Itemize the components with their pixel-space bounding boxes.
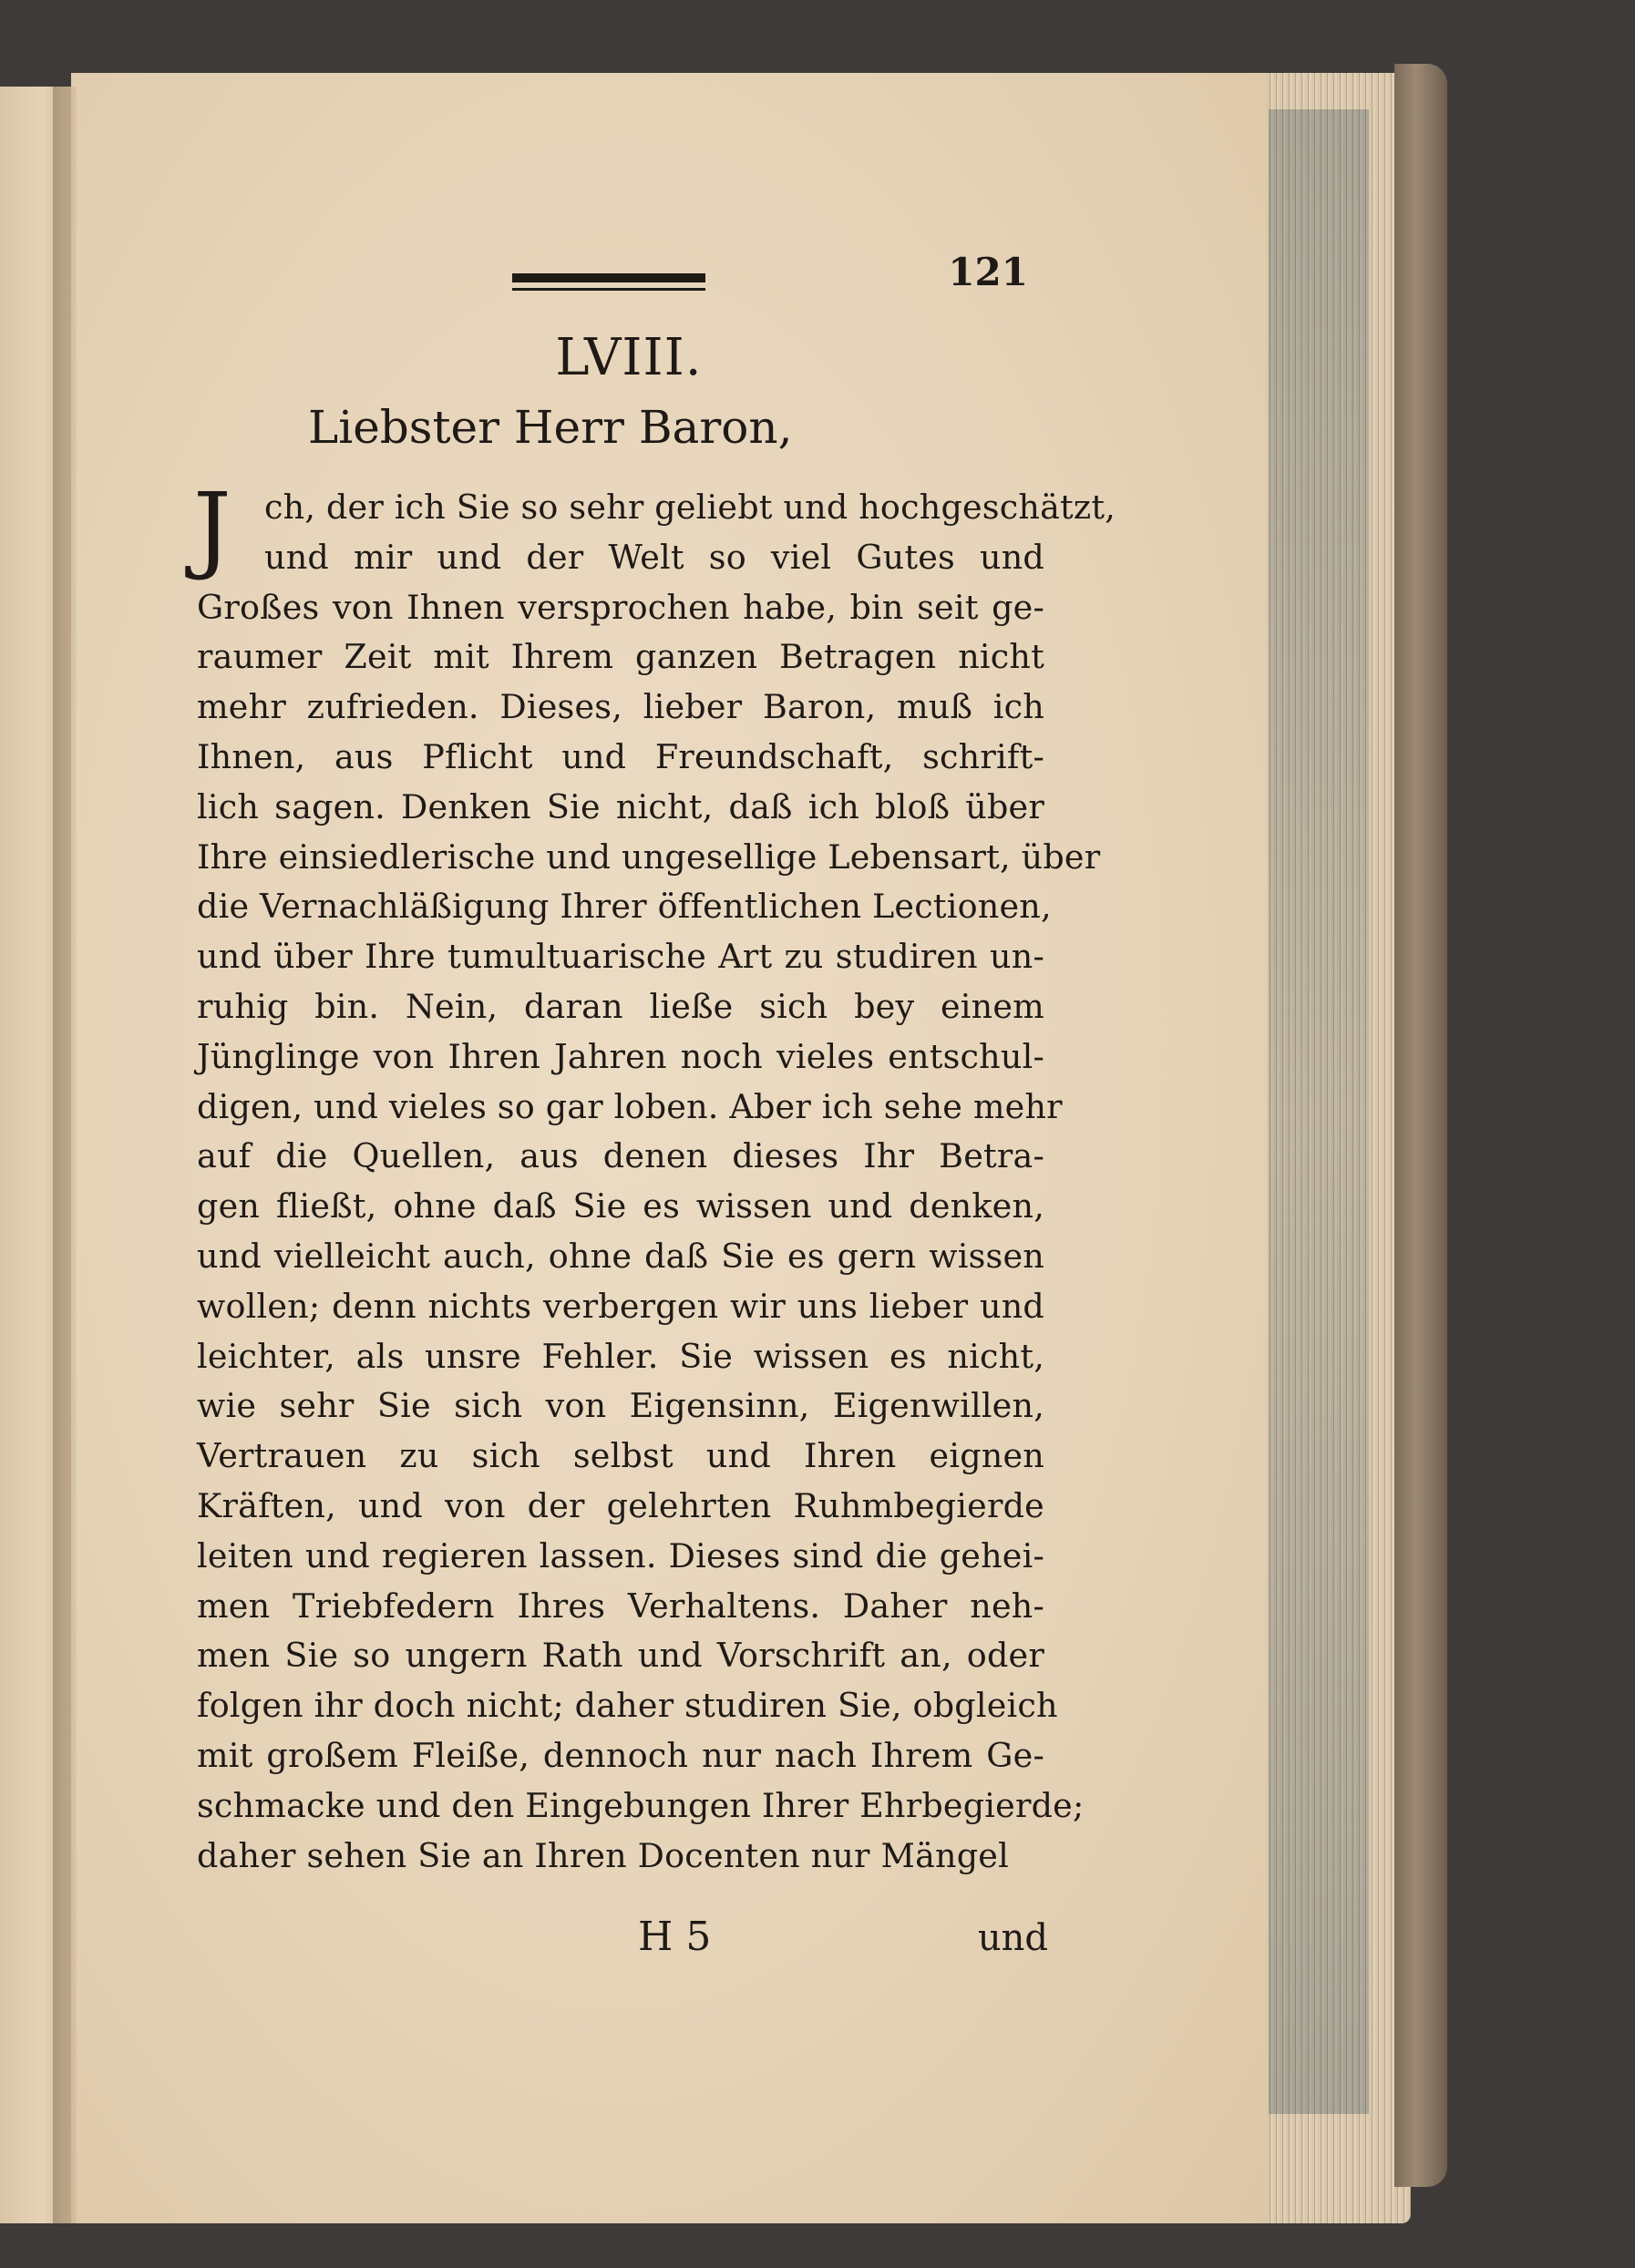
text-line: daher sehen Sie an Ihren Docenten nur Mängel (197, 1835, 1009, 1875)
text-line: wie sehr Sie sich von Eigensinn, Eigenwillen, (197, 1386, 1044, 1426)
text-line: und mir und der Welt so viel Gutes und (264, 537, 1044, 577)
text-line: men Triebfedern Ihres Verhaltens. Daher neh- (197, 1586, 1044, 1626)
page-edge-tint (1269, 109, 1369, 2114)
letter-number: LVIII. (555, 328, 703, 387)
text-line: ch, der ich Sie so sehr geliebt und hochgeschätzt, (264, 487, 1116, 527)
text-line: gen fließt, ohne daß Sie es wissen und denken, (197, 1186, 1044, 1226)
salutation: Liebster Herr Baron, (308, 401, 793, 454)
text-line: Ihre einsiedlerische und ungesellige Lebensart, über (197, 836, 1101, 877)
text-line: und über Ihre tumultuarische Art zu studiren un- (197, 937, 1044, 977)
header-rule-thick (512, 273, 705, 282)
text-line: folgen ihr doch nicht; daher studiren Sie, obgleich (197, 1686, 1058, 1726)
text-line: wollen; denn nichts verbergen wir uns lieber und (197, 1286, 1044, 1326)
catchword: und (977, 1917, 1048, 1959)
book-cover-edge (1394, 64, 1447, 2187)
text-line: leichter, als unsre Fehler. Sie wissen es nicht, (197, 1336, 1044, 1376)
page-number: 121 (948, 250, 1028, 294)
signature-mark: H 5 (638, 1914, 712, 1960)
text-line: lich sagen. Denken Sie nicht, daß ich bloß über (197, 786, 1044, 826)
text-line: raumer Zeit mit Ihrem ganzen Betragen nicht (197, 637, 1044, 677)
text-line: ruhig bin. Nein, daran ließe sich bey einem (197, 986, 1044, 1026)
text-line: und vielleicht auch, ohne daß Sie es gern wissen (197, 1236, 1044, 1276)
text-line: Vertrauen zu sich selbst und Ihren eignen (197, 1436, 1044, 1476)
drop-cap: J (193, 472, 231, 583)
text-line: schmacke und den Eingebungen Ihrer Ehrbegierde; (197, 1785, 1085, 1825)
text-line: men Sie so ungern Rath und Vorschrift an, oder (197, 1636, 1044, 1676)
text-line: Jünglinge von Ihren Jahren noch vieles entschul- (197, 1036, 1044, 1076)
book-gutter (53, 87, 77, 2223)
header-rule-thin (512, 288, 705, 291)
text-line: die Vernachläßigung Ihrer öffentlichen Lectionen, (197, 887, 1052, 927)
text-line: mit großem Fleiße, dennoch nur nach Ihrem Ge- (197, 1735, 1044, 1775)
text-line: digen, und vieles so gar loben. Aber ich sehe mehr (197, 1086, 1063, 1126)
text-line: leiten und regieren lassen. Dieses sind die gehei- (197, 1535, 1044, 1575)
text-line: Großes von Ihnen versprochen habe, bin seit ge- (197, 587, 1044, 627)
text-line: auf die Quellen, aus denen dieses Ihr Betra- (197, 1136, 1044, 1176)
text-line: Ihnen, aus Pflicht und Freundschaft, schrift- (197, 736, 1044, 776)
text-line: Kräften, und von der gelehrten Ruhmbegierde (197, 1485, 1044, 1525)
text-line: mehr zufrieden. Dieses, lieber Baron, muß ich (197, 687, 1044, 727)
letter-body (197, 483, 1116, 1881)
